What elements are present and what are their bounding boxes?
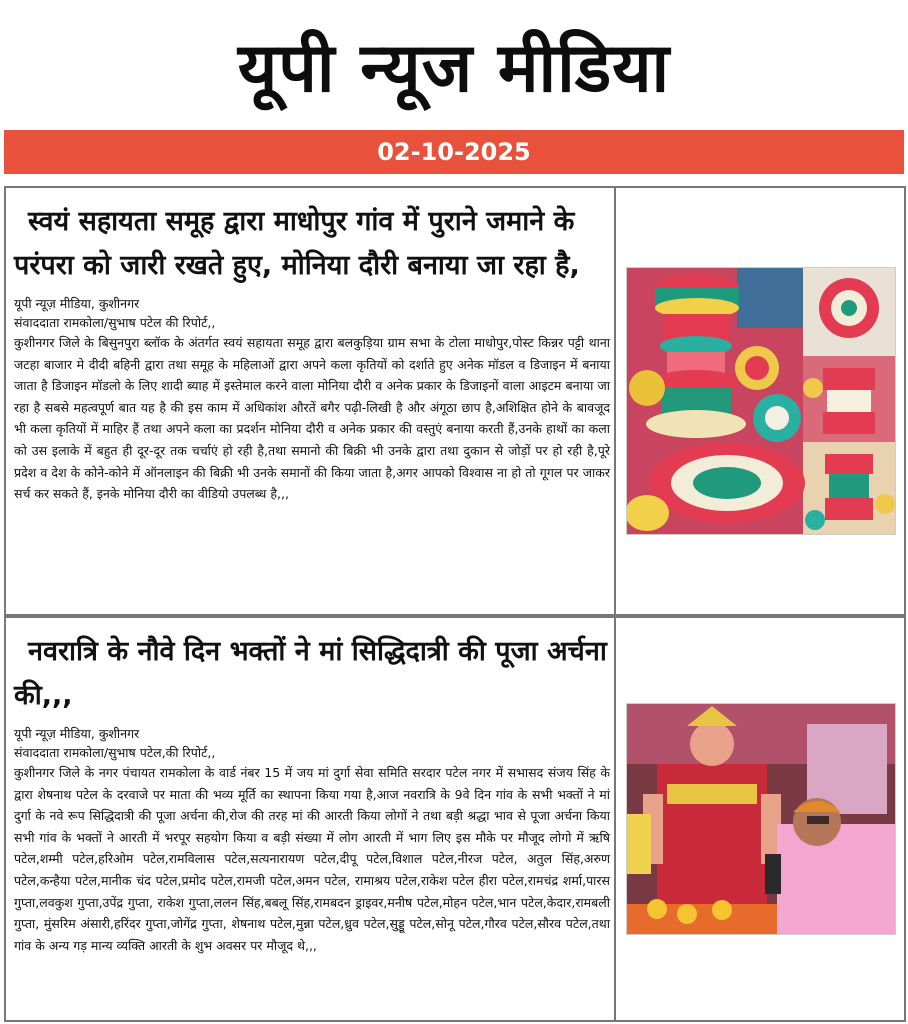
durga-puja-photo [626,703,896,935]
handicraft-baskets-photo [626,267,896,535]
edition-date: 02-10-2025 [377,138,531,166]
durga-idol-image [627,704,895,934]
article-body: कुशीनगर जिले के नगर पंचायत रामकोला के वार्ड नंबर 15 में जय मां दुर्गा सेवा समिति सरदार पटेल नगर में सभासद संजय सिंह के द्वारा शेषनाथ पटेल के दरवाजे पर माता की भव्य मूर्ति का स्थापना किया गया है,आज नवरात्रि के 9वे दिन गांव के सभी भक्तों ने मां दुर्गा के नवे रूप सिद्धिदात्री की पूजा अर्चना की,रोज की तरह मां की आरती किया लोगों ने तथा बड़ी श्रद्धा भाव से पूजा अर्चना किया सभी गांव के भक्तों ने आरती में भरपूर सहयोग किया व बड़ी संख्या में लोग आरती में भाग लिए इस मौके पर मौजूद लोगो में ऋषि पटेल,शम्मी पटेल,हरिओम पटेल,रामविलास पटेल,सत्यनारायण पटेल,दीपू पटेल,विशाल पटेल,नीरज पटेल, अतुल सिंह,अरुण पटेल,कन्हैया पटेल,मानीक चंद पटेल,प्रमोद पटेल,रामजी पटेल,अमन पटेल, रामाश्रय पटेल,राकेश पटेल हीरा पटेल,रामचंद्र शर्मा,पारस गुप्ता,लवकुश गुप्ता,उपेंद्र गुप्ता, राकेश गुप्ता,ललन सिंह,बबलू सिंह,रामबदन ड्राइवर,मनीष पटेल,मोहन पटेल,भान पटेल,केदार,रामबली गुप्ता, मुंसरिम अंसारी,हरिंदर गुप्ता,जोगेंद्र गुप्ता, शेषनाथ पटेल,मुन्ना पटेल,ध्रुव पटेल,सुड्डू पटेल,सोनू पटेल,गौरव पटेल,सौरव पटेल,तथा गांव के अन्य गड़ मान्य व्यक्ति आरती के शुभ अवसर पर मौजूद थे,,, [14,765,610,953]
baskets-collage-image [627,268,895,534]
article-monia-dauri [4,186,906,616]
date-bar [4,130,904,174]
article-headline: स्वयं सहायता समूह द्वारा माधोपुर गांव में पुराने जमाने के परंपरा को जारी रखते हुए, मोनिया दौरी बनाया जा रहा है, [14,206,580,281]
article-reporter: संवाददाता रामकोला/सुभाष पटेल,की रिपोर्ट,, [14,745,216,760]
article-body: कुशीनगर जिले के बिसुनपुरा ब्लॉक के अंतर्गत स्वयं सहायता समूह द्वारा बलकुड़िया ग्राम सभा के टोला माधोपुर,पोस्ट किन्नर पट्टी थाना जटहा बाजार मे दीदी बहिनी द्वारा तथा समूह के महिलाओं द्वारा अपने कला कृतियों को दर्शाते हुए अनेक मॉडल व डिजाइन में बनाया जाता है डिजाइन मॉडलो के लिए शादी ब्याह में इस्तेमाल करने वाला मोनिया दौरी व अनेक प्रकार के डिजाइनों वाला आइटम बनाया जा रहा है सबसे महत्वपूर्ण बात यह है की इस काम में अधिकांश औरतें बगैर पढ़ी-लिखी है और अंगूठा छाप है,अशिक्षित होने के बावजूद भी कला कृतियों में माहिर हैं तथा अपने कला का प्रदर्शन मोनिया दौरी व अनेक प्रकार की वस्तुएं बनाया करती हैं,उनके हाथों का कला को उस इलाके में बहुत ही दूर-दूर तक चर्चाएं हो रही है,तथा समानो की बिक्री भी उनके द्वारा तथा दुकान से जोड़ों पर हो रही है,पूरे प्रदेश व देश के कोने-कोने में ऑनलाइन की बिक्री भी उनके समानों की किया जाता है,अगर आपको विश्वास ना हो तो गूगल पर जाकर सर्च कर सकते हैं, इनके मोनिया दौरी का वीडियो उपलब्ध है,,, [14,335,610,502]
article-image-column [618,188,904,614]
newspaper-title: यूपी न्यूज मीडिया [237,28,671,108]
article-source: यूपी न्यूज़ मीडिया, कुशीनगर [14,726,140,741]
article-headline: नवरात्रि के नौवे दिन भक्तों ने मां सिद्धिदात्री की पूजा अर्चना की,,, [14,636,607,711]
article-source: यूपी न्यूज़ मीडिया, कुशीनगर [14,296,140,311]
article-text-column [6,618,616,1020]
article-navratri [4,616,906,1022]
article-reporter: संवाददाता रामकोला/सुभाष पटेल की रिपोर्ट,, [14,315,216,330]
article-text-column [6,188,616,614]
masthead [0,0,908,128]
article-image-column [618,618,904,1020]
